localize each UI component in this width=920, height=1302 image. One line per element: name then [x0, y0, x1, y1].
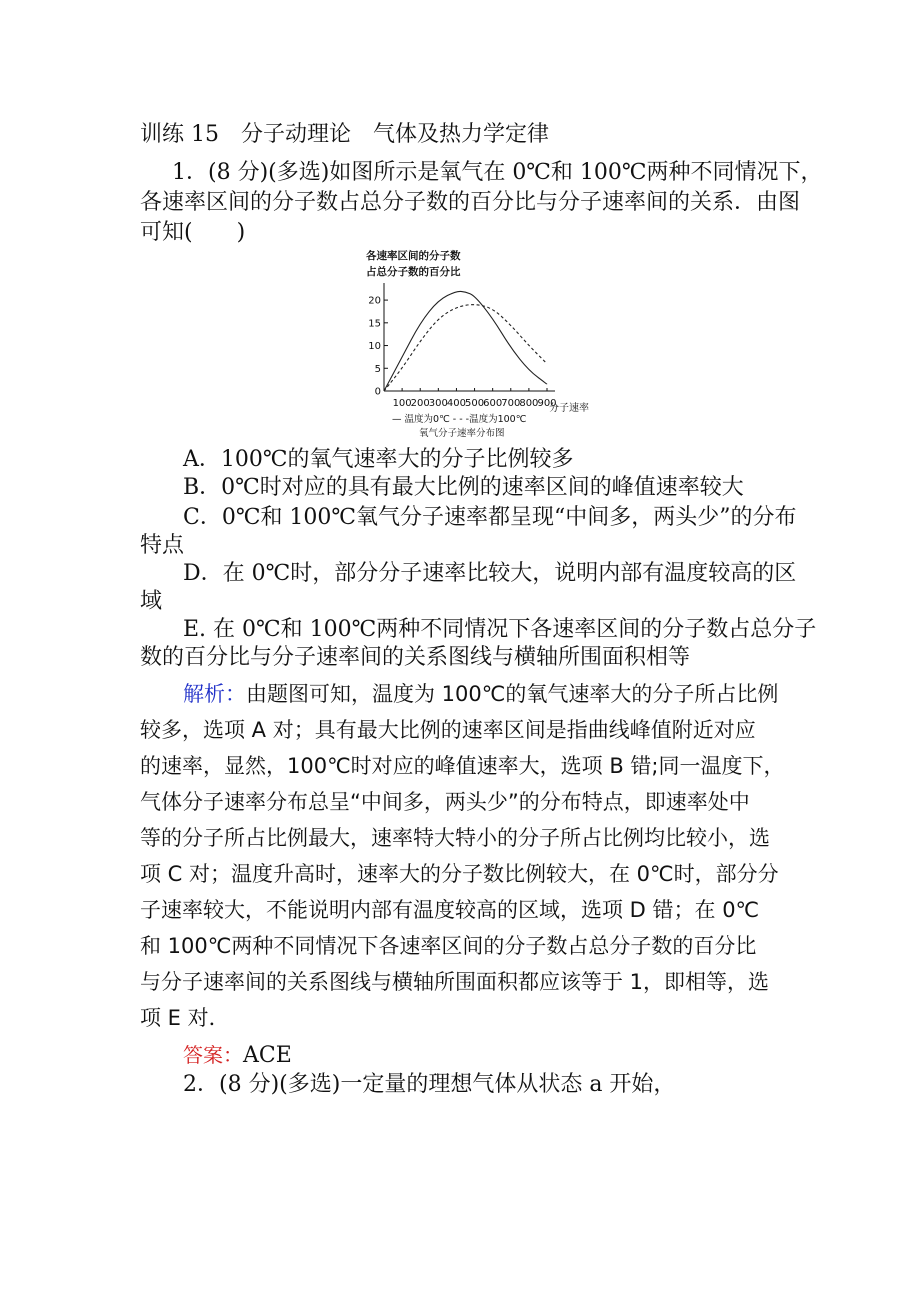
q1-line-1: 1．(8 分)(多选)如图所示是氧气在 0℃和 100℃两种不同情况下，: [172, 160, 823, 185]
x-axis-label: 分子速率: [549, 403, 589, 414]
q1-option-e: E. 在 0℃和 100℃两种不同情况下各速率区间的分子数占总分子: [183, 617, 817, 642]
y-tick-label: 0: [374, 386, 381, 398]
q1-option-b: B．0℃时对应的具有最大比例的速率区间的峰值速率较大: [183, 475, 744, 500]
section-title: 训练 15 分子动理论 气体及热力学定律: [140, 122, 549, 147]
analysis-line-4: 气体分子速率分布总呈“中间多，两头少”的分布特点，即速率处中: [140, 790, 750, 814]
q1-option-c-cont: 特点: [140, 533, 185, 558]
q1-option-c: C．0℃和 100℃氧气分子速率都呈现“中间多，两头少”的分布: [183, 505, 797, 530]
y-tick-label: 15: [368, 318, 381, 330]
q1-option-e-cont: 数的百分比与分子速率间的关系图线与横轴所围面积相等: [140, 645, 691, 670]
analysis-line-9: 与分子速率间的关系图线与横轴所围面积都应该等于 1，即相等，选: [140, 970, 770, 994]
q1-option-d: D．在 0℃时，部分分子速率比较大，说明内部有温度较高的区: [183, 561, 797, 586]
x-tick-label: 400: [446, 398, 466, 409]
y-tick-label: 20: [368, 295, 381, 307]
q1-option-d-cont: 域: [140, 589, 163, 614]
answer-value: ACE: [243, 1043, 292, 1068]
analysis-line-8: 和 100℃两种不同情况下各速率区间的分子数占总分子数的百分比: [140, 934, 757, 958]
x-tick-label: 300: [428, 398, 448, 409]
x-tick-label: 800: [519, 398, 539, 409]
series-line-0c: [384, 291, 547, 391]
x-tick-label: 100: [392, 398, 412, 409]
analysis-line-7: 子速率较大，不能说明内部有温度较高的区域，选项 D 错；在 0℃: [140, 898, 760, 922]
analysis-line-3: 的速率，显然，100℃时对应的峰值速率大，选项 B 错;同一温度下，: [140, 754, 785, 778]
chart-caption: 氧气分子速率分布图: [419, 428, 505, 439]
answer-label: 答案：: [183, 1043, 243, 1067]
x-tick-label: 600: [483, 398, 503, 409]
x-tick-label: 700: [501, 398, 521, 409]
x-tick-label: 200: [410, 398, 430, 409]
analysis-line-1: [183, 679, 778, 709]
chart-legend: — 温度为0℃ - - -温度为100℃: [392, 414, 527, 425]
analysis-line-2: 较多，选项 A 对；具有最大比例的速率区间是指曲线峰值附近对应: [140, 718, 756, 742]
y-tick-label: 10: [368, 341, 381, 353]
chart-title-line: 各速率区间的分子数: [366, 250, 461, 262]
analysis-label: 解析：: [183, 682, 246, 706]
y-tick-label: 5: [374, 363, 381, 375]
answer-line: [183, 1040, 292, 1071]
chart-title-line: 占总分子数的百分比: [366, 266, 461, 278]
speed-distribution-chart: [362, 246, 612, 446]
series-line-100c: [384, 305, 547, 391]
x-tick-label: 500: [465, 398, 485, 409]
x-tick-label: 900: [537, 398, 557, 409]
analysis-line-5: 等的分子所占比例最大，速率特大特小的分子所占比例均比较小，选: [140, 826, 770, 850]
q1-line-3: 可知( ): [140, 220, 246, 245]
q1-option-a: A．100℃的氧气速率大的分子比例较多: [183, 447, 574, 472]
q1-line-2: 各速率区间的分子数占总分子数的百分比与分子速率间的关系．由图: [140, 190, 801, 215]
q2-line-1: 2．(8 分)(多选)一定量的理想气体从状态 a 开始，: [183, 1072, 676, 1097]
analysis-text-1: 由题图可知，温度为 100℃的氧气速率大的分子所占比例: [246, 682, 779, 706]
analysis-line-6: 项 C 对；温度升高时，速率大的分子数比例较大，在 0℃时，部分分: [140, 862, 779, 886]
analysis-line-10: 项 E 对．: [140, 1006, 230, 1030]
